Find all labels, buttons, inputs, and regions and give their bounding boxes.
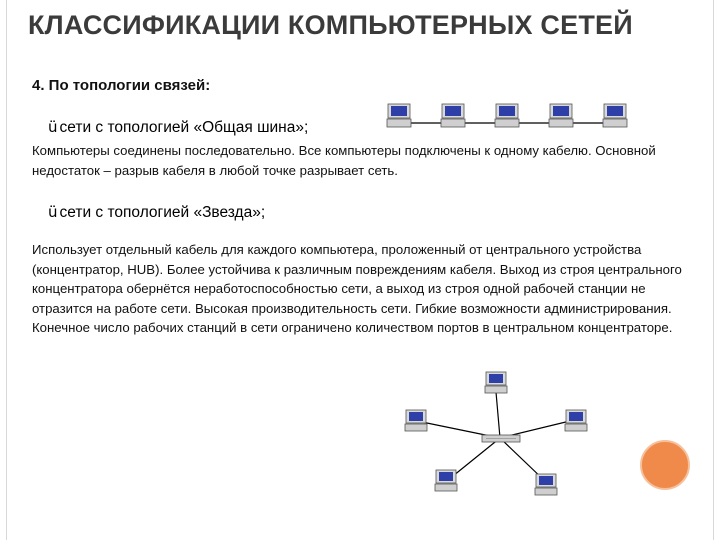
star-description: Использует отдельный кабель для каждого компьютера, проложенный от центрального устройства (концентратор, HUB). Более устойчива к различным повреждениям кабеля. Выход из строя центрального концентратора обернётся неработоспособностью сети, а выход из строя одной рабочей станции не отразится на работе сети. Высокая производительность сети. Гибкие возможности администрирования. Конечное число рабочих станций в сети ограничено количеством портов в центральном концентраторе. <box>32 242 682 335</box>
circle-decoration <box>640 440 690 490</box>
right-border <box>713 0 714 540</box>
computer-icon <box>549 104 573 127</box>
bullet-bus-label: сети с топологией «Общая шина»; <box>59 119 309 136</box>
hub-icon <box>482 435 520 442</box>
bullet-bus-topology <box>48 118 308 137</box>
bus-description: Компьютеры соединены последовательно. Все компьютеры подключены к одному кабелю. Основной недостаток – разрыв кабеля в любой точке разрывает сеть. <box>32 143 656 178</box>
computer-icon <box>535 474 557 495</box>
computer-icon <box>603 104 627 127</box>
slide-title: КЛАССИФИКАЦИИ КОМПЬЮТЕРНЫХ СЕТЕЙ <box>28 10 633 40</box>
bullet-star-topology <box>48 203 265 222</box>
computer-icon <box>485 372 507 393</box>
computer-icon <box>387 104 411 127</box>
bullet-star-label: сети с топологией «Звезда»; <box>59 204 266 221</box>
check-icon: ü <box>48 203 58 221</box>
bus-topology-diagram <box>380 98 640 138</box>
computer-icon <box>435 470 457 491</box>
star-topology-diagram <box>400 370 600 500</box>
star-cable <box>496 392 500 438</box>
computer-icon <box>495 104 519 127</box>
computer-icon <box>405 410 427 431</box>
left-border <box>6 0 7 540</box>
computer-icon <box>441 104 465 127</box>
slide-subtitle: 4. По топологии связей: <box>32 77 211 94</box>
computer-icon <box>565 410 587 431</box>
check-icon: ü <box>48 118 58 136</box>
